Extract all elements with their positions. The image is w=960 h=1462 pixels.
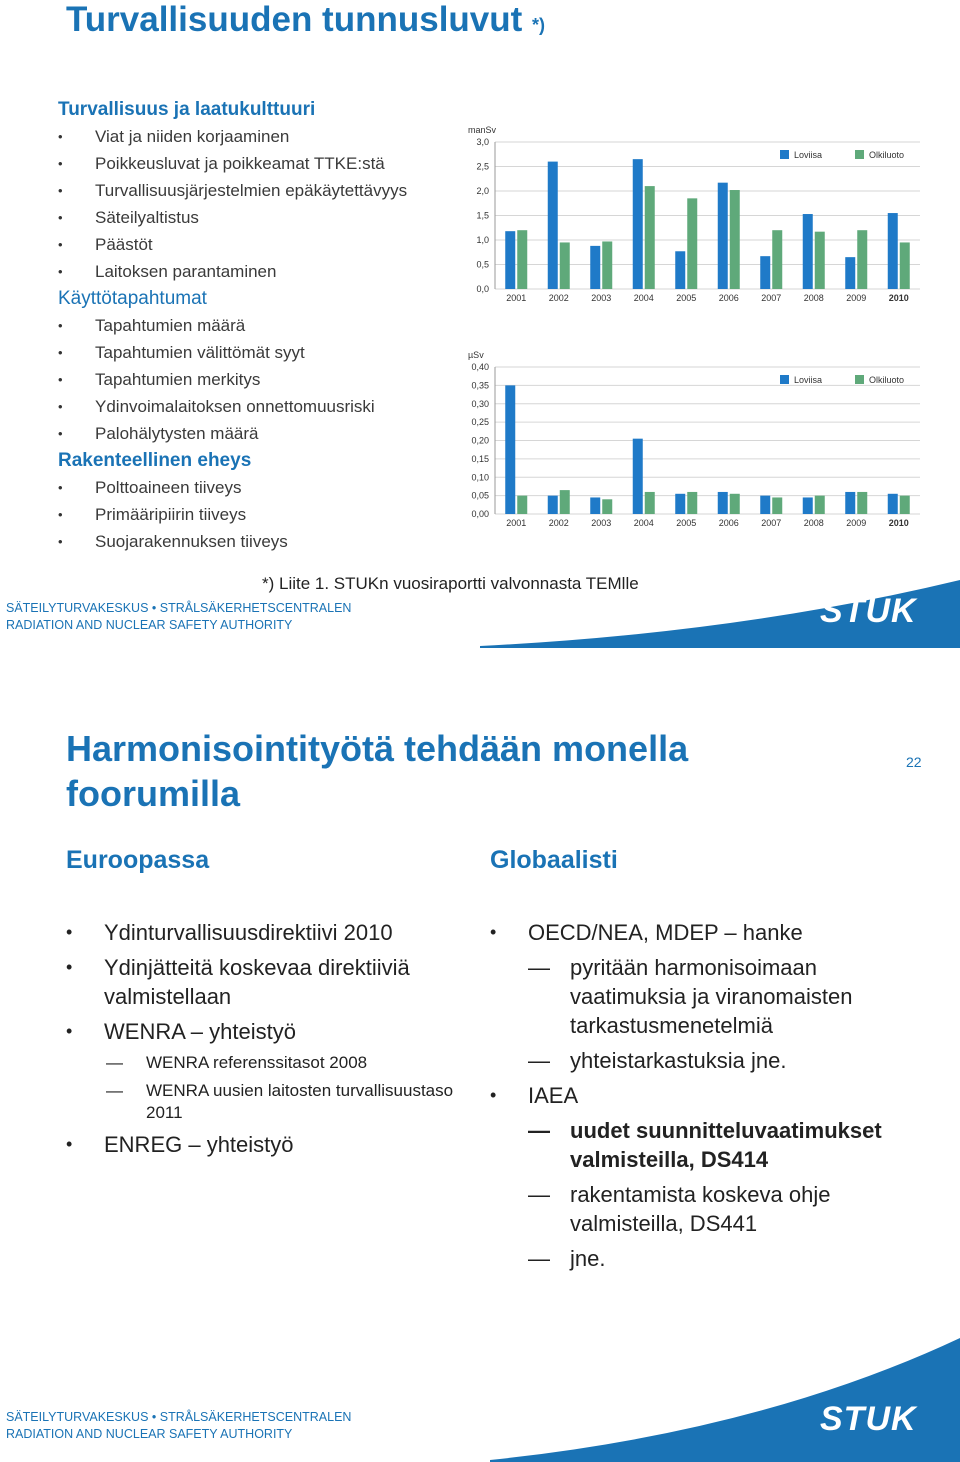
y-tick-label: 0,5 bbox=[476, 259, 489, 270]
indicator-item: • Viat ja niiden korjaaminen bbox=[58, 123, 458, 150]
x-tick-label: 2006 bbox=[718, 518, 739, 528]
sub-bullet-item: — uudet suunnitteluvaatimukset valmisteilla, DS414 bbox=[490, 1116, 910, 1174]
bar-loviisa-2005 bbox=[675, 494, 685, 514]
bar-loviisa-2001 bbox=[505, 385, 515, 514]
x-tick-label: 2004 bbox=[633, 518, 654, 528]
indicator-item: • Tapahtumien välittömät syyt bbox=[58, 339, 458, 366]
y-unit-label: µSv bbox=[468, 350, 484, 360]
bar-olkiluoto-2008 bbox=[815, 496, 825, 514]
sub-bullet-item: — WENRA uusien laitosten turvallisuustaso 2011 bbox=[66, 1080, 466, 1124]
bar-olkiluoto-2003 bbox=[602, 499, 612, 514]
bar-olkiluoto-2002 bbox=[560, 490, 570, 514]
indicator-item: • Poikkeusluvat ja poikkeamat TTKE:stä bbox=[58, 150, 458, 177]
bullet-item: • WENRA – yhteistyö bbox=[66, 1017, 466, 1046]
slide2-title: Harmonisointityötä tehdään monella foorumilla bbox=[66, 728, 689, 814]
stuk-logo-text: STUK bbox=[820, 1400, 917, 1438]
bar-loviisa-2003 bbox=[590, 497, 600, 514]
bar-loviisa-2006 bbox=[718, 492, 728, 514]
y-tick-label: 0,00 bbox=[471, 509, 489, 519]
y-tick-label: 3,0 bbox=[476, 137, 489, 147]
x-tick-label: 2009 bbox=[846, 518, 867, 528]
slide1-footnote: *) Liite 1. STUKn vuosiraportti valvonnasta TEMlle bbox=[262, 574, 639, 593]
y-tick-label: 0,10 bbox=[471, 472, 489, 483]
indicator-item: • Säteilyaltistus bbox=[58, 204, 458, 231]
y-unit-label: manSv bbox=[468, 125, 497, 135]
bar-olkiluoto-2001 bbox=[517, 496, 527, 514]
indicator-item: • Tapahtumien merkitys bbox=[58, 366, 458, 393]
indicator-item: • Primääripiirin tiiveys bbox=[58, 501, 458, 528]
sub-bullet-item: — WENRA referenssitasot 2008 bbox=[66, 1052, 466, 1074]
x-tick-label: 2005 bbox=[676, 293, 697, 303]
footer-org-line2: RADIATION AND NUCLEAR SAFETY AUTHORITY bbox=[6, 618, 293, 632]
chart-collective-dose bbox=[460, 120, 930, 305]
bar-loviisa-2001 bbox=[505, 231, 515, 289]
y-tick-label: 0,05 bbox=[471, 490, 489, 501]
slide2-footer-org bbox=[6, 1409, 351, 1443]
col-global-list bbox=[490, 918, 910, 1279]
legend-swatch-olkiluoto bbox=[855, 375, 864, 384]
y-tick-label: 1,5 bbox=[476, 210, 489, 221]
stuk-logo-text: STUK bbox=[820, 592, 917, 630]
bar-loviisa-2003 bbox=[590, 246, 600, 289]
y-tick-label: 2,0 bbox=[476, 186, 489, 196]
footer-org-line2: RADIATION AND NUCLEAR SAFETY AUTHORITY bbox=[6, 1427, 293, 1441]
bar-olkiluoto-2010 bbox=[900, 242, 910, 289]
bar-loviisa-2002 bbox=[548, 162, 558, 289]
bar-olkiluoto-2005 bbox=[687, 492, 697, 514]
bullet-item: • ENREG – yhteistyö bbox=[66, 1130, 466, 1159]
col-europe-list bbox=[66, 918, 466, 1165]
y-tick-label: 0,40 bbox=[471, 362, 489, 372]
col-europe-heading: Euroopassa bbox=[66, 846, 210, 874]
sub-bullet-item: — jne. bbox=[490, 1244, 910, 1273]
bar-olkiluoto-2008 bbox=[815, 232, 825, 289]
indicator-item: • Laitoksen parantaminen bbox=[58, 258, 458, 285]
sub-bullet-item: — rakentamista koskeva ohje valmisteilla, DS441 bbox=[490, 1180, 910, 1238]
legend-label: Loviisa bbox=[794, 375, 823, 385]
x-tick-label: 2004 bbox=[633, 293, 654, 303]
bullet-item: • Ydinjätteitä koskevaa direktiiviä valmistellaan bbox=[66, 953, 466, 1011]
title-footnote-mark: *) bbox=[532, 15, 546, 35]
section-heading: Käyttötapahtumat bbox=[58, 288, 207, 309]
y-tick-label: 0,30 bbox=[471, 398, 489, 409]
x-tick-label: 2002 bbox=[548, 518, 569, 528]
sub-bullet-item: — pyritään harmonisoimaan vaatimuksia ja viranomaisten tarkastusmenetelmiä bbox=[490, 953, 910, 1040]
x-tick-label: 2001 bbox=[506, 293, 527, 303]
bar-loviisa-2007 bbox=[760, 496, 770, 514]
bar-olkiluoto-2007 bbox=[772, 497, 782, 514]
indicator-item: • Ydinvoimalaitoksen onnettomuusriski bbox=[58, 393, 458, 420]
bar-loviisa-2010 bbox=[888, 494, 898, 514]
footer-org-line1: SÄTEILYTURVAKESKUS • STRÅLSÄKERHETSCENTRALEN bbox=[6, 601, 352, 615]
bar-olkiluoto-2001 bbox=[517, 230, 527, 289]
bar-loviisa-2008 bbox=[803, 214, 813, 289]
legend-label: Olkiluoto bbox=[869, 375, 905, 385]
bar-loviisa-2006 bbox=[718, 183, 728, 289]
bar-loviisa-2005 bbox=[675, 251, 685, 289]
x-tick-label: 2008 bbox=[803, 518, 824, 528]
x-tick-label: 2009 bbox=[846, 293, 867, 303]
bar-loviisa-2004 bbox=[633, 439, 643, 514]
indicator-item: • Tapahtumien määrä bbox=[58, 312, 458, 339]
x-tick-label: 2005 bbox=[676, 518, 697, 528]
legend-swatch-loviisa bbox=[780, 150, 789, 159]
indicator-item: • Palohälytysten määrä bbox=[58, 420, 458, 447]
bar-loviisa-2009 bbox=[845, 492, 855, 514]
y-tick-label: 1,0 bbox=[476, 235, 489, 245]
bar-olkiluoto-2007 bbox=[772, 230, 782, 289]
slide1-title: Turvallisuuden tunnusluvut *) bbox=[66, 0, 546, 39]
x-tick-label: 2002 bbox=[548, 293, 569, 303]
indicator-item: • Päästöt bbox=[58, 231, 458, 258]
x-tick-label: 2006 bbox=[718, 293, 739, 303]
y-tick-label: 0,25 bbox=[471, 417, 489, 428]
section-heading: Turvallisuus ja laatukulttuuri bbox=[58, 99, 316, 120]
y-tick-label: 2,5 bbox=[476, 161, 489, 172]
x-tick-label: 2010 bbox=[888, 293, 909, 303]
chart-radiation-dose bbox=[460, 345, 930, 530]
bar-olkiluoto-2005 bbox=[687, 198, 697, 289]
page-number: 22 bbox=[906, 754, 922, 770]
bar-olkiluoto-2004 bbox=[645, 186, 655, 289]
bar-olkiluoto-2010 bbox=[900, 496, 910, 514]
bullet-item: • Ydinturvallisuusdirektiivi 2010 bbox=[66, 918, 466, 947]
bar-olkiluoto-2006 bbox=[730, 494, 740, 514]
y-tick-label: 0,35 bbox=[471, 380, 489, 391]
indicator-item: • Polttoaineen tiiveys bbox=[58, 474, 458, 501]
legend-swatch-olkiluoto bbox=[855, 150, 864, 159]
stuk-logo bbox=[820, 1400, 917, 1439]
x-tick-label: 2010 bbox=[888, 518, 909, 528]
bar-olkiluoto-2006 bbox=[730, 190, 740, 289]
bullet-item: • IAEA bbox=[490, 1081, 910, 1110]
legend-label: Olkiluoto bbox=[869, 150, 905, 160]
bar-loviisa-2004 bbox=[633, 159, 643, 289]
slide1-footer-org bbox=[6, 600, 351, 634]
bar-olkiluoto-2004 bbox=[645, 492, 655, 514]
bar-olkiluoto-2009 bbox=[857, 492, 867, 514]
legend-label: Loviisa bbox=[794, 150, 823, 160]
x-tick-label: 2008 bbox=[803, 293, 824, 303]
sub-bullet-item: — yhteistarkastuksia jne. bbox=[490, 1046, 910, 1075]
x-tick-label: 2001 bbox=[506, 518, 527, 528]
footer-swoosh bbox=[480, 1332, 960, 1462]
bar-loviisa-2007 bbox=[760, 256, 770, 289]
x-tick-label: 2003 bbox=[591, 518, 612, 528]
footer-org-line1: SÄTEILYTURVAKESKUS • STRÅLSÄKERHETSCENTRALEN bbox=[6, 1410, 352, 1424]
stuk-logo bbox=[820, 592, 917, 631]
x-tick-label: 2007 bbox=[761, 293, 782, 303]
legend-swatch-loviisa bbox=[780, 375, 789, 384]
bar-olkiluoto-2009 bbox=[857, 230, 867, 289]
y-tick-label: 0,20 bbox=[471, 435, 489, 446]
bar-loviisa-2008 bbox=[803, 497, 813, 514]
indicator-item: • Turvallisuusjärjestelmien epäkäytettävyys bbox=[58, 177, 458, 204]
bar-olkiluoto-2002 bbox=[560, 242, 570, 289]
slide1-indicator-list bbox=[58, 96, 458, 555]
bar-loviisa-2010 bbox=[888, 213, 898, 289]
y-tick-label: 0,0 bbox=[476, 284, 489, 294]
col-global-heading: Globaalisti bbox=[490, 846, 618, 874]
bar-loviisa-2002 bbox=[548, 496, 558, 514]
bullet-item: • OECD/NEA, MDEP – hanke bbox=[490, 918, 910, 947]
section-heading: Rakenteellinen eheys bbox=[58, 450, 252, 471]
indicator-item: • Suojarakennuksen tiiveys bbox=[58, 528, 458, 555]
x-tick-label: 2003 bbox=[591, 293, 612, 303]
y-tick-label: 0,15 bbox=[471, 453, 489, 464]
x-tick-label: 2007 bbox=[761, 518, 782, 528]
bar-loviisa-2009 bbox=[845, 257, 855, 289]
bar-olkiluoto-2003 bbox=[602, 241, 612, 289]
